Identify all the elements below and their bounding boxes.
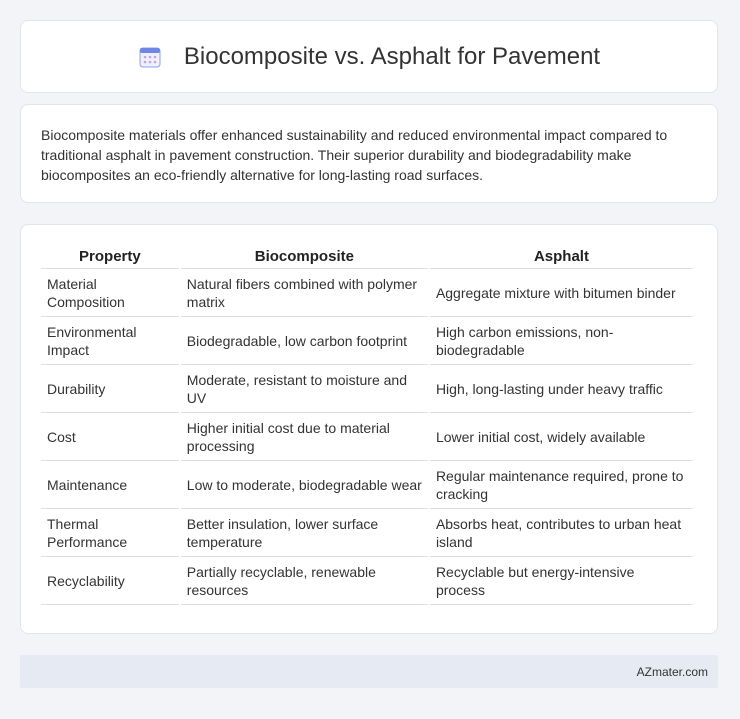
biocomposite-cell: Higher initial cost due to material processing xyxy=(181,413,428,461)
asphalt-cell: High carbon emissions, non-biodegradable xyxy=(430,317,693,365)
comparison-table-card xyxy=(20,224,718,634)
table-row xyxy=(41,365,693,413)
title-card xyxy=(20,20,718,93)
biocomposite-cell: Partially recyclable, renewable resources xyxy=(181,557,428,605)
property-cell: Recyclability xyxy=(41,557,179,605)
asphalt-cell: Regular maintenance required, prone to cracking xyxy=(430,461,693,509)
table-row xyxy=(41,269,693,317)
table-header-row xyxy=(41,245,693,269)
header-property: Property xyxy=(41,245,179,269)
table-row xyxy=(41,509,693,557)
property-cell: Durability xyxy=(41,365,179,413)
comparison-table xyxy=(39,245,695,605)
header-asphalt: Asphalt xyxy=(430,245,693,269)
asphalt-cell: Lower initial cost, widely available xyxy=(430,413,693,461)
table-row xyxy=(41,413,693,461)
calendar-icon xyxy=(138,45,162,69)
biocomposite-cell: Moderate, resistant to moisture and UV xyxy=(181,365,428,413)
property-cell: Environmental Impact xyxy=(41,317,179,365)
page-title: Biocomposite vs. Asphalt for Pavement xyxy=(183,42,601,70)
biocomposite-cell: Natural fibers combined with polymer matrix xyxy=(181,269,428,317)
table-row xyxy=(41,461,693,509)
biocomposite-cell: Low to moderate, biodegradable wear xyxy=(181,461,428,509)
property-cell: Maintenance xyxy=(41,461,179,509)
intro-text: Biocomposite materials offer enhanced sustainability and reduced environmental impact compared to traditional asphalt in pavement construction. Their superior durability and biodegradability make biocomposites an eco-friendly alternative for long-lasting road surfaces. xyxy=(41,127,668,183)
biocomposite-cell: Better insulation, lower surface temperature xyxy=(181,509,428,557)
property-cell: Material Composition xyxy=(41,269,179,317)
asphalt-cell: Aggregate mixture with bitumen binder xyxy=(430,269,693,317)
intro-card xyxy=(20,104,718,203)
property-cell: Cost xyxy=(41,413,179,461)
table-row xyxy=(41,557,693,605)
asphalt-cell: Absorbs heat, contributes to urban heat island xyxy=(430,509,693,557)
property-cell: Thermal Performance xyxy=(41,509,179,557)
footer xyxy=(20,655,718,688)
biocomposite-cell: Biodegradable, low carbon footprint xyxy=(181,317,428,365)
table-row xyxy=(41,317,693,365)
footer-site-name: AZmater.com xyxy=(636,664,708,679)
header-biocomposite: Biocomposite xyxy=(181,245,428,269)
asphalt-cell: Recyclable but energy-intensive process xyxy=(430,557,693,605)
asphalt-cell: High, long-lasting under heavy traffic xyxy=(430,365,693,413)
